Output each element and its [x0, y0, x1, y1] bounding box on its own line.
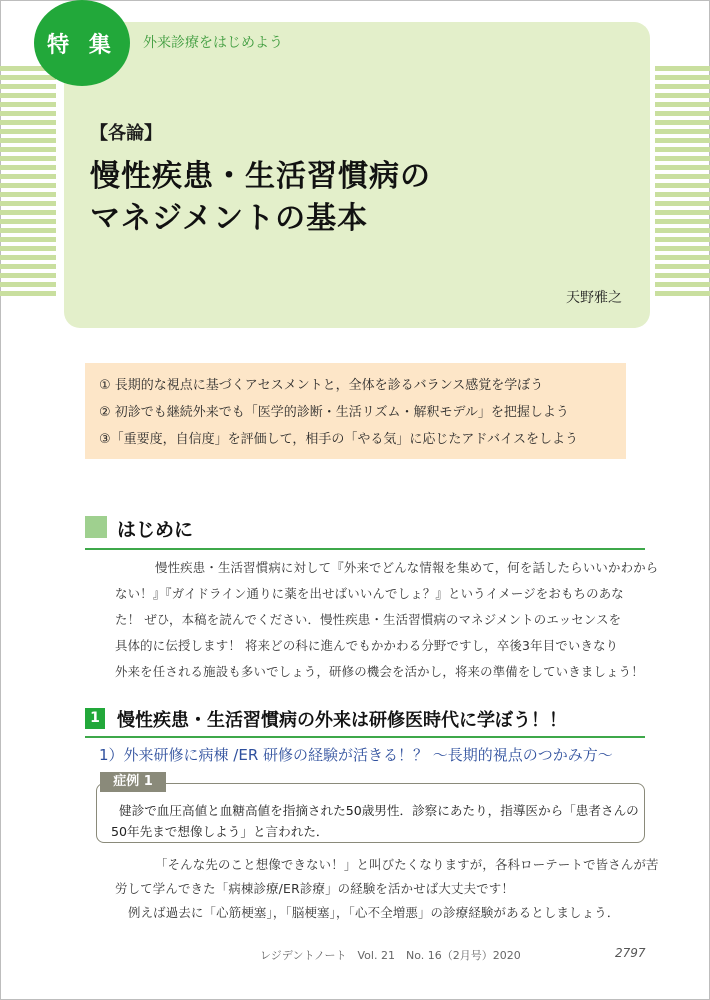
article-title-line-2: マネジメントの基本	[90, 201, 369, 236]
section-number-badge: 1	[85, 708, 105, 729]
key-point-3: ③「重要度，自信度」を評価して，相手の「やる気」に応じたアドバイスをしよう	[99, 432, 579, 447]
feature-badge: 特 集	[34, 0, 130, 86]
case-line-2: 50年先まで想像しよう」と言われた．	[111, 824, 329, 839]
article-title-line-1: 慢性疾患・生活習慣病の	[90, 159, 431, 194]
intro-line-4: 具体的に伝授します！ 将来どの科に進んでもかかわる分野ですし，卒後3年目でいきなり	[115, 638, 619, 653]
intro-line-2: ない！』『ガイドライン通りに薬を出せばいいんでしょ？』というイメージをおもちのあな	[115, 586, 624, 601]
case-line-1: 健診で血圧高値と血糖高値を指摘された50歳男性．診察にあたり，指導医から「患者さんの	[119, 803, 639, 818]
intro-heading-rule	[85, 548, 645, 550]
key-point-1: ① 長期的な視点に基づくアセスメントと，全体を診るバランス感覚を学ぼう	[99, 378, 544, 393]
series-title: 外来診療をはじめよう	[143, 35, 283, 51]
intro-heading: はじめに	[117, 519, 194, 541]
intro-line-1: 慢性疾患・生活習慣病に対して『外来でどんな情報を集めて，何を話したらいいかわから	[155, 560, 659, 575]
section-1-rule	[85, 736, 645, 738]
footer-journal-info: レジデントノート Vol. 21 No. 16（2月号）2020	[260, 949, 521, 962]
body-line-2: 労して学んできた「病棟診療/ER診療」の経験を活かせば大丈夫です！	[115, 881, 514, 896]
key-points-box	[85, 363, 626, 459]
key-point-2: ② 初診でも継続外来でも「医学的診断・生活リズム・解釈モデル」を把握しよう	[99, 405, 569, 420]
article-category: 【各論】	[90, 123, 162, 144]
body-line-3: 例えば過去に「心筋梗塞」，「脳梗塞」，「心不全増悪」の診療経験があるとしましょう．	[128, 905, 620, 920]
section-marker-square	[85, 516, 107, 538]
case-label-tab: 症例 1	[100, 772, 166, 792]
author-name: 天野雅之	[566, 290, 622, 306]
section-1-heading: 慢性疾患・生活習慣病の外来は研修医時代に学ぼう！！	[117, 710, 567, 731]
case-box	[96, 783, 645, 843]
body-line-1: 「そんな先のこと想像できない！」と叫びたくなりますが，各科ローテートで皆さんが苦	[155, 857, 659, 872]
subsection-heading: 1）外来研修に病棟 /ER 研修の経験が活きる！？ ～長期的視点のつかみ方～	[99, 746, 613, 764]
left-stripes-decoration	[0, 66, 56, 298]
intro-line-3: た！ ぜひ，本稿を読んでください．慢性疾患・生活習慣病のマネジメントのエッセンスを	[115, 612, 622, 627]
intro-line-5: 外来を任される施設も多いでしょう，研修の機会を活かし，将来の準備をしていきましょう！	[115, 664, 644, 679]
article-title	[90, 156, 431, 240]
right-stripes-decoration	[655, 66, 710, 298]
page-number: 2797	[615, 946, 646, 960]
